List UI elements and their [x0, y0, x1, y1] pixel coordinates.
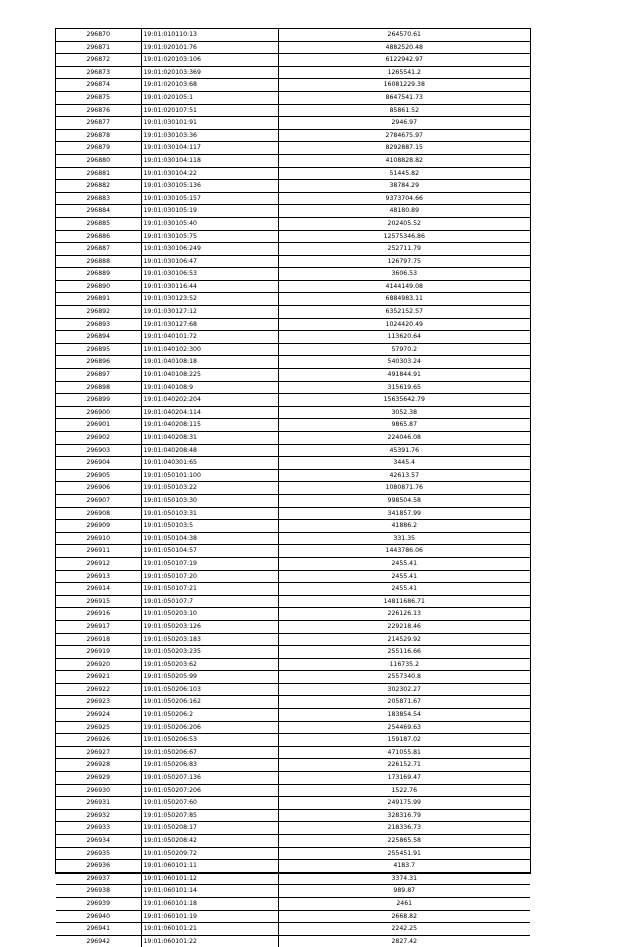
cadastral-number-cell: 19:01:040108:18 — [141, 356, 278, 369]
cadastral-value-cell: 113620.64 — [278, 331, 530, 344]
cadastral-number-cell: 19:01:020103:369 — [141, 66, 278, 79]
table-row — [56, 835, 530, 848]
cadastral-value-cell: 1080871.76 — [278, 482, 530, 495]
cadastral-number-cell: 19:01:050207:60 — [141, 797, 278, 810]
table-row — [56, 772, 530, 785]
table-row — [56, 482, 530, 495]
table-row — [56, 167, 530, 180]
cadastral-value-cell: 255451.91 — [278, 847, 530, 860]
record-number-cell: 296929 — [56, 772, 141, 785]
cadastral-number-cell: 19:01:050107:19 — [141, 557, 278, 570]
cadastral-value-cell: 38784.29 — [278, 180, 530, 193]
cadastral-number-cell: 19:01:050203:126 — [141, 620, 278, 633]
table-row — [56, 885, 530, 898]
table-row — [56, 318, 530, 331]
cadastral-number-cell: 19:01:050207:206 — [141, 784, 278, 797]
cadastral-value-cell: 252711.79 — [278, 243, 530, 256]
record-number-cell: 296905 — [56, 469, 141, 482]
cadastral-number-cell: 19:01:040101:72 — [141, 331, 278, 344]
table-row — [56, 910, 530, 923]
cadastral-number-cell: 19:01:050107:20 — [141, 570, 278, 583]
cadastral-number-cell: 19:01:060101:21 — [141, 923, 278, 936]
record-number-cell: 296927 — [56, 746, 141, 759]
cadastral-value-cell: 989.87 — [278, 885, 530, 898]
record-number-cell: 296922 — [56, 683, 141, 696]
cadastral-value-cell: 51445.82 — [278, 167, 530, 180]
cadastral-value-cell: 2557340.8 — [278, 671, 530, 684]
cadastral-value-cell: 159187.02 — [278, 734, 530, 747]
cadastral-value-cell: 173169.47 — [278, 772, 530, 785]
table-row — [56, 243, 530, 256]
record-number-cell: 296907 — [56, 494, 141, 507]
cadastral-number-cell: 19:01:030106:47 — [141, 255, 278, 268]
cadastral-number-cell: 19:01:030103:36 — [141, 129, 278, 142]
table-row — [56, 595, 530, 608]
cadastral-value-cell: 2242.25 — [278, 923, 530, 936]
cadastral-value-cell: 315619.65 — [278, 381, 530, 394]
cadastral-number-cell: 19:01:060101:18 — [141, 897, 278, 910]
record-number-cell: 296882 — [56, 180, 141, 193]
record-number-cell: 296928 — [56, 759, 141, 772]
table-row — [56, 444, 530, 457]
record-number-cell: 296877 — [56, 117, 141, 130]
cadastral-number-cell: 19:01:010110:13 — [141, 29, 278, 41]
record-number-cell: 296937 — [56, 872, 141, 885]
record-number-cell: 296893 — [56, 318, 141, 331]
record-number-cell: 296935 — [56, 847, 141, 860]
cadastral-number-cell: 19:01:060101:22 — [141, 935, 278, 947]
record-number-cell: 296873 — [56, 66, 141, 79]
cadastral-value-cell: 12575346.86 — [278, 230, 530, 243]
record-number-cell: 296924 — [56, 709, 141, 722]
cadastral-number-cell: 19:01:050206:83 — [141, 759, 278, 772]
table-row — [56, 29, 530, 41]
cadastral-value-cell: 126797.75 — [278, 255, 530, 268]
cadastral-value-cell: 302302.27 — [278, 683, 530, 696]
table-row — [56, 620, 530, 633]
cadastral-value-cell: 42613.57 — [278, 469, 530, 482]
cadastral-number-cell: 19:01:030116:44 — [141, 280, 278, 293]
cadastral-number-cell: 19:01:030105:19 — [141, 205, 278, 218]
table-row — [56, 809, 530, 822]
record-number-cell: 296887 — [56, 243, 141, 256]
cadastral-value-cell: 1265541.2 — [278, 66, 530, 79]
record-number-cell: 296880 — [56, 154, 141, 167]
cadastral-number-cell: 19:01:050107:7 — [141, 595, 278, 608]
record-number-cell: 296936 — [56, 860, 141, 873]
cadastral-number-cell: 19:01:030104:117 — [141, 142, 278, 155]
cadastral-value-cell: 254469.63 — [278, 721, 530, 734]
record-number-cell: 296934 — [56, 835, 141, 848]
record-number-cell: 296930 — [56, 784, 141, 797]
record-number-cell: 296918 — [56, 633, 141, 646]
record-number-cell: 296906 — [56, 482, 141, 495]
record-number-cell: 296913 — [56, 570, 141, 583]
record-number-cell: 296898 — [56, 381, 141, 394]
table-row — [56, 66, 530, 79]
cadastral-value-cell: 4144149.08 — [278, 280, 530, 293]
table-row — [56, 683, 530, 696]
cadastral-value-cell: 85861.52 — [278, 104, 530, 117]
table-row — [56, 507, 530, 520]
cadastral-value-cell: 6352152.57 — [278, 306, 530, 319]
table-row — [56, 457, 530, 470]
cadastral-number-cell: 19:01:050206:162 — [141, 696, 278, 709]
table-row — [56, 570, 530, 583]
table-row — [56, 91, 530, 104]
cadastral-number-cell: 19:01:030104:22 — [141, 167, 278, 180]
cadastral-number-cell: 19:01:030106:53 — [141, 268, 278, 281]
cadastral-number-cell: 19:01:050208:17 — [141, 822, 278, 835]
table-row — [56, 293, 530, 306]
cadastral-value-cell: 1443786.06 — [278, 545, 530, 558]
table-row — [56, 117, 530, 130]
cadastral-value-cell: 1024420.49 — [278, 318, 530, 331]
cadastral-value-cell: 229218.46 — [278, 620, 530, 633]
cadastral-number-cell: 19:01:040102:300 — [141, 343, 278, 356]
table-body — [56, 29, 530, 947]
record-number-cell: 296897 — [56, 369, 141, 382]
record-number-cell: 296888 — [56, 255, 141, 268]
table-row — [56, 797, 530, 810]
record-number-cell: 296939 — [56, 897, 141, 910]
table-row — [56, 847, 530, 860]
cadastral-number-cell: 19:01:050206:206 — [141, 721, 278, 734]
cadastral-value-cell: 2455.41 — [278, 570, 530, 583]
cadastral-value-cell: 341857.99 — [278, 507, 530, 520]
table-row — [56, 494, 530, 507]
cadastral-value-cell: 4183.7 — [278, 860, 530, 873]
record-number-cell: 296915 — [56, 595, 141, 608]
record-number-cell: 296876 — [56, 104, 141, 117]
cadastral-number-cell: 19:01:040208:115 — [141, 419, 278, 432]
cadastral-value-cell: 2946.97 — [278, 117, 530, 130]
cadastral-value-cell: 331.35 — [278, 532, 530, 545]
cadastral-number-cell: 19:01:050207:136 — [141, 772, 278, 785]
table-row — [56, 268, 530, 281]
cadastral-value-cell: 48180.89 — [278, 205, 530, 218]
cadastral-number-cell: 19:01:040108:225 — [141, 369, 278, 382]
record-number-cell: 296900 — [56, 406, 141, 419]
table-row — [56, 671, 530, 684]
cadastral-number-cell: 19:01:040208:48 — [141, 444, 278, 457]
cadastral-value-cell: 2668.82 — [278, 910, 530, 923]
cadastral-number-cell: 19:01:050101:100 — [141, 469, 278, 482]
table-row — [56, 545, 530, 558]
table-row — [56, 822, 530, 835]
record-number-cell: 296911 — [56, 545, 141, 558]
cadastral-value-cell: 471055.81 — [278, 746, 530, 759]
record-number-cell: 296926 — [56, 734, 141, 747]
cadastral-value-cell: 6884983.11 — [278, 293, 530, 306]
table-row — [56, 79, 530, 92]
cadastral-value-cell: 264570.61 — [278, 29, 530, 41]
record-number-cell: 296890 — [56, 280, 141, 293]
record-number-cell: 296872 — [56, 54, 141, 67]
table-row — [56, 255, 530, 268]
table-row — [56, 381, 530, 394]
record-number-cell: 296896 — [56, 356, 141, 369]
table-row — [56, 583, 530, 596]
table-row — [56, 356, 530, 369]
cadastral-value-cell: 3374.31 — [278, 872, 530, 885]
table-row — [56, 721, 530, 734]
cadastral-value-cell: 202405.52 — [278, 217, 530, 230]
cadastral-number-cell: 19:01:040208:31 — [141, 432, 278, 445]
cadastral-number-cell: 19:01:050206:2 — [141, 709, 278, 722]
cadastral-value-cell: 2455.41 — [278, 583, 530, 596]
table-row — [56, 746, 530, 759]
record-number-cell: 296920 — [56, 658, 141, 671]
cadastral-value-cell: 41886.2 — [278, 520, 530, 533]
table-row — [56, 331, 530, 344]
table-row — [56, 406, 530, 419]
record-number-cell: 296912 — [56, 557, 141, 570]
record-number-cell: 296871 — [56, 41, 141, 54]
record-number-cell: 296895 — [56, 343, 141, 356]
table-row — [56, 709, 530, 722]
cadastral-number-cell: 19:01:030101:91 — [141, 117, 278, 130]
cadastral-number-cell: 19:01:060101:19 — [141, 910, 278, 923]
cadastral-value-table — [56, 29, 530, 947]
table-row — [56, 432, 530, 445]
cadastral-value-cell: 205871.67 — [278, 696, 530, 709]
cadastral-value-cell: 45391.76 — [278, 444, 530, 457]
table-row — [56, 646, 530, 659]
table-row — [56, 343, 530, 356]
record-number-cell: 296941 — [56, 923, 141, 936]
cadastral-value-cell: 2461 — [278, 897, 530, 910]
record-number-cell: 296942 — [56, 935, 141, 947]
cadastral-number-cell: 19:01:030105:136 — [141, 180, 278, 193]
table-row — [56, 419, 530, 432]
table-row — [56, 935, 530, 947]
record-number-cell: 296881 — [56, 167, 141, 180]
record-number-cell: 296879 — [56, 142, 141, 155]
record-number-cell: 296938 — [56, 885, 141, 898]
cadastral-number-cell: 19:01:050107:21 — [141, 583, 278, 596]
cadastral-number-cell: 19:01:050209:72 — [141, 847, 278, 860]
cadastral-number-cell: 19:01:050206:103 — [141, 683, 278, 696]
cadastral-value-cell: 3445.4 — [278, 457, 530, 470]
cadastral-value-cell: 4882520.48 — [278, 41, 530, 54]
cadastral-number-cell: 19:01:050205:99 — [141, 671, 278, 684]
cadastral-value-cell: 2784675.97 — [278, 129, 530, 142]
data-table-container — [55, 28, 531, 945]
cadastral-number-cell: 19:01:030127:68 — [141, 318, 278, 331]
record-number-cell: 296901 — [56, 419, 141, 432]
cadastral-number-cell: 19:01:020101:76 — [141, 41, 278, 54]
cadastral-number-cell: 19:01:030123:52 — [141, 293, 278, 306]
table-row — [56, 469, 530, 482]
table-row — [56, 633, 530, 646]
cadastral-value-cell: 2827.42 — [391, 937, 418, 945]
table-row — [56, 520, 530, 533]
cadastral-value-cell: 2455.41 — [278, 557, 530, 570]
cadastral-value-cell: 214529.92 — [278, 633, 530, 646]
cadastral-value-cell: 116735.2 — [278, 658, 530, 671]
cadastral-number-cell: 19:01:050206:67 — [141, 746, 278, 759]
cadastral-number-cell: 19:01:050203:10 — [141, 608, 278, 621]
cadastral-value-cell: 491844.91 — [278, 369, 530, 382]
cadastral-value-cell: 6122942.97 — [278, 54, 530, 67]
table-row — [56, 897, 530, 910]
table-row — [56, 306, 530, 319]
table-row — [56, 658, 530, 671]
record-number-cell: 296892 — [56, 306, 141, 319]
record-number-cell: 296894 — [56, 331, 141, 344]
cadastral-value-cell: 226126.13 — [278, 608, 530, 621]
cadastral-value-cell: 998504.58 — [278, 494, 530, 507]
cadastral-number-cell: 19:01:030104:118 — [141, 154, 278, 167]
table-row — [56, 557, 530, 570]
record-number-cell: 296885 — [56, 217, 141, 230]
cadastral-value-cell: 16081229.38 — [278, 79, 530, 92]
cadastral-number-cell: 19:01:030106:249 — [141, 243, 278, 256]
cadastral-number-cell: 19:01:020105:1 — [141, 91, 278, 104]
record-number-cell: 296940 — [56, 910, 141, 923]
record-number-cell: 296910 — [56, 532, 141, 545]
cadastral-number-cell: 19:01:040204:114 — [141, 406, 278, 419]
cadastral-number-cell: 19:01:020103:68 — [141, 79, 278, 92]
table-row — [56, 205, 530, 218]
table-row — [56, 923, 530, 936]
cadastral-number-cell: 19:01:050104:38 — [141, 532, 278, 545]
record-number-cell: 296916 — [56, 608, 141, 621]
cadastral-value-cell: 8647541.73 — [278, 91, 530, 104]
record-number-cell: 296875 — [56, 91, 141, 104]
record-number-cell: 296899 — [56, 394, 141, 407]
cadastral-number-cell: 19:01:050203:183 — [141, 633, 278, 646]
cadastral-value-cell: 226152.71 — [278, 759, 530, 772]
cadastral-value-cell: 218336.73 — [278, 822, 530, 835]
cadastral-value-cell: 249175.99 — [278, 797, 530, 810]
record-number-cell: 296886 — [56, 230, 141, 243]
cadastral-number-cell: 19:01:050207:85 — [141, 809, 278, 822]
table-row — [56, 180, 530, 193]
cadastral-number-cell: 19:01:030127:12 — [141, 306, 278, 319]
table-row — [56, 872, 530, 885]
cadastral-number-cell: 19:01:050103:30 — [141, 494, 278, 507]
record-number-cell: 296883 — [56, 192, 141, 205]
cadastral-number-cell: 19:01:060101:14 — [141, 885, 278, 898]
cadastral-value-cell: 3052.38 — [278, 406, 530, 419]
cadastral-value-cell: 255116.66 — [278, 646, 530, 659]
cadastral-value-cell: 57970.2 — [278, 343, 530, 356]
record-number-cell: 296932 — [56, 809, 141, 822]
cadastral-value-cell: 15635642.79 — [278, 394, 530, 407]
record-number-cell: 296874 — [56, 79, 141, 92]
cadastral-number-cell: 19:01:050103:31 — [141, 507, 278, 520]
cadastral-number-cell: 19:01:020107:51 — [141, 104, 278, 117]
cadastral-number-cell: 19:01:040202:204 — [141, 394, 278, 407]
record-number-cell: 296923 — [56, 696, 141, 709]
record-number-cell: 296914 — [56, 583, 141, 596]
table-row — [56, 192, 530, 205]
table-row — [56, 759, 530, 772]
cadastral-number-cell: 19:01:020103:106 — [141, 54, 278, 67]
cadastral-number-cell: 19:01:050103:5 — [141, 520, 278, 533]
table-row — [56, 54, 530, 67]
cadastral-number-cell: 19:01:030105:40 — [141, 217, 278, 230]
table-row — [56, 696, 530, 709]
cadastral-number-cell: 19:01:050103:22 — [141, 482, 278, 495]
cadastral-value-cell: 14811686.71 — [278, 595, 530, 608]
table-row — [56, 142, 530, 155]
record-number-cell: 296931 — [56, 797, 141, 810]
cadastral-number-cell: 19:01:060101:12 — [141, 872, 278, 885]
cadastral-number-cell: 19:01:050208:42 — [141, 835, 278, 848]
table-row — [56, 608, 530, 621]
table-row — [56, 217, 530, 230]
cadastral-number-cell: 19:01:030105:157 — [141, 192, 278, 205]
cadastral-value-cell: 328316.79 — [278, 809, 530, 822]
table-row — [56, 154, 530, 167]
record-number-cell: 296884 — [56, 205, 141, 218]
record-number-cell: 296909 — [56, 520, 141, 533]
cadastral-number-cell: 19:01:040301:65 — [141, 457, 278, 470]
cadastral-number-cell: 19:01:050203:62 — [141, 658, 278, 671]
table-row — [56, 104, 530, 117]
table-row — [56, 280, 530, 293]
record-number-cell: 296921 — [56, 671, 141, 684]
cadastral-value-cell: 4108828.82 — [278, 154, 530, 167]
cadastral-number-cell: 19:01:030105:75 — [141, 230, 278, 243]
record-number-cell: 296903 — [56, 444, 141, 457]
table-row — [56, 394, 530, 407]
cadastral-number-cell: 19:01:060101:11 — [141, 860, 278, 873]
record-number-cell: 296919 — [56, 646, 141, 659]
cadastral-value-cell: 9865.87 — [278, 419, 530, 432]
table-row — [56, 734, 530, 747]
cadastral-value-cell: 8292887.15 — [278, 142, 530, 155]
record-number-cell: 296891 — [56, 293, 141, 306]
record-number-cell: 296878 — [56, 129, 141, 142]
cadastral-value-cell: 9373704.66 — [278, 192, 530, 205]
record-number-cell: 296904 — [56, 457, 141, 470]
table-row — [56, 860, 530, 873]
table-row — [56, 369, 530, 382]
cadastral-value-cell: 225865.58 — [278, 835, 530, 848]
cadastral-value-cell: 183854.54 — [278, 709, 530, 722]
cadastral-value-cell: 1522.76 — [278, 784, 530, 797]
cadastral-value-cell: 540303.24 — [278, 356, 530, 369]
record-number-cell: 296925 — [56, 721, 141, 734]
cadastral-value-cell: 224046.08 — [278, 432, 530, 445]
table-row — [56, 784, 530, 797]
record-number-cell: 296933 — [56, 822, 141, 835]
cadastral-number-cell: 19:01:050104:57 — [141, 545, 278, 558]
table-row — [56, 129, 530, 142]
cadastral-value-cell: 3606.53 — [278, 268, 530, 281]
record-number-cell: 296908 — [56, 507, 141, 520]
cadastral-number-cell: 19:01:050206:53 — [141, 734, 278, 747]
cadastral-number-cell: 19:01:050203:235 — [141, 646, 278, 659]
record-number-cell: 296889 — [56, 268, 141, 281]
record-number-cell: 296870 — [56, 29, 141, 41]
table-row — [56, 230, 530, 243]
record-number-cell: 296917 — [56, 620, 141, 633]
table-row — [56, 532, 530, 545]
table-row — [56, 41, 530, 54]
record-number-cell: 296902 — [56, 432, 141, 445]
cadastral-number-cell: 19:01:040108:9 — [141, 381, 278, 394]
